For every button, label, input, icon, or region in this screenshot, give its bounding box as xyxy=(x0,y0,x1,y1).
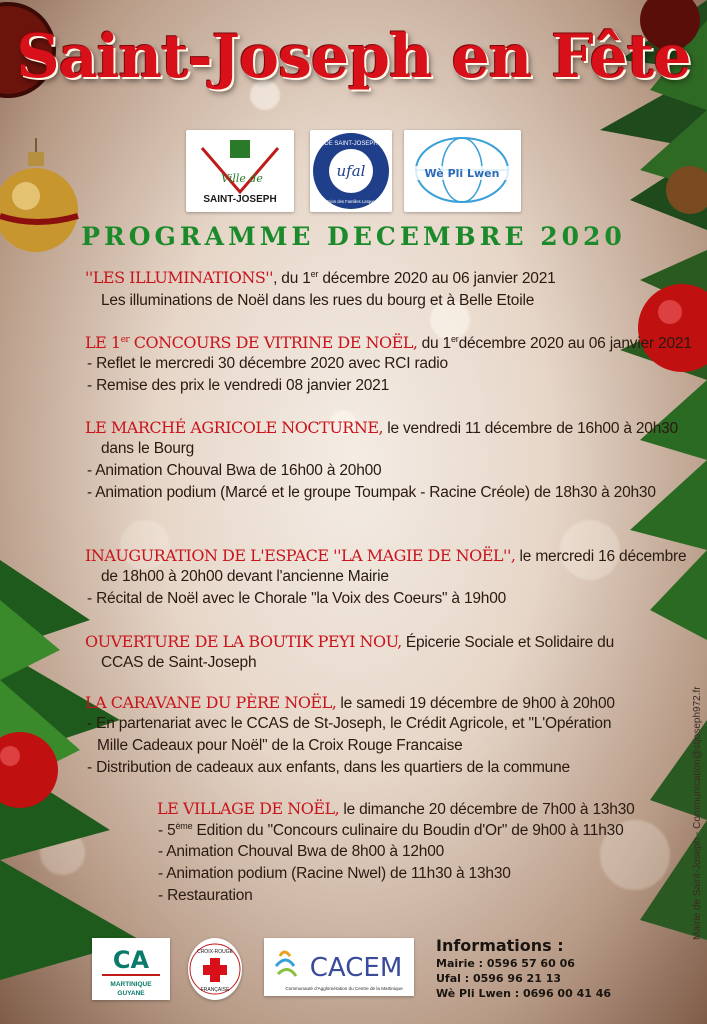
ca-line1: MARTINIQUE xyxy=(110,981,152,988)
croix-rouge-logo xyxy=(188,938,242,1000)
ufal-logo xyxy=(310,130,392,212)
event-item: Mille Cadeaux pour Noël" de la Croix Rouge Francaise xyxy=(97,737,463,754)
event-title: OUVERTURE DE LA BOUTIK PEYI NOU, xyxy=(85,632,402,651)
event-continuation: dans le Bourg xyxy=(101,440,195,457)
event-item: - Animation Chouval Bwa de 8h00 à 12h00 xyxy=(158,843,445,860)
event-date: le samedi 19 décembre de 9h00 à 20h00 xyxy=(336,695,615,712)
croix-line2: FRANÇAISE xyxy=(200,987,230,993)
gold-bauble xyxy=(0,138,82,278)
event-title: LA CARAVANE DU PÈRE NOËL, xyxy=(85,693,337,712)
partner-logos-top xyxy=(186,130,521,212)
event-date: , du 1 xyxy=(273,270,311,287)
event-continuation: de 18h00 à 20h00 devant l'ancienne Mairie xyxy=(101,568,389,585)
page-title: Saint-Joseph en Fête xyxy=(16,22,691,92)
info-row-mairie: Mairie : 0596 57 60 06 xyxy=(436,957,575,970)
croix-line1: CROIX-ROUGE xyxy=(197,949,233,955)
event-desc: Épicerie Sociale et Solidaire du xyxy=(401,634,614,651)
we-pli-lwen-name: Wè Pli Lwen xyxy=(424,167,500,180)
event-item-prefix: - 5 xyxy=(158,822,176,840)
ca-line2: GUYANE xyxy=(117,990,145,997)
ordinal-suffix: er xyxy=(120,334,130,345)
event-date: le dimanche 20 décembre de 7h00 à 13h30 xyxy=(339,801,635,818)
event-date: le vendredi 11 décembre de 16h00 à 20h30 xyxy=(383,420,678,437)
program-subtitle: PROGRAMME DECEMBRE 2020 xyxy=(81,222,626,251)
ordinal-suffix: er xyxy=(310,268,319,279)
event-item: - En partenariat avec le CCAS de St-Joseph, le Crédit Agricole, et "L'Opération xyxy=(87,715,612,732)
we-pli-lwen-logo xyxy=(404,130,521,212)
event-desc: Les illuminations de Noël dans les rues du bourg et à Belle Etoile xyxy=(101,292,535,309)
side-credit-text: Mairie de Saint-Joseph - Communication@stjoseph972.fr xyxy=(692,686,703,940)
ville-logo-line2: SAINT-JOSEPH xyxy=(203,194,277,205)
event-title-rest: CONCOURS DE VITRINE DE NOËL, xyxy=(129,333,418,352)
event-title: LE VILLAGE DE NOËL, xyxy=(157,799,340,818)
event-marche-title-line xyxy=(85,418,678,438)
ordinal-suffix: er xyxy=(450,333,459,344)
ville-emblem-icon xyxy=(186,130,294,212)
event-village-title-line xyxy=(157,799,635,819)
event-item: - Reflet le mercredi 30 décembre 2020 avec RCI radio xyxy=(87,355,448,372)
event-date: le mercredi 16 décembre xyxy=(515,548,687,565)
event-title: LE MARCHÉ AGRICOLE NOCTURNE, xyxy=(85,418,384,437)
info-row-ufal: Ufal : 0596 96 21 13 xyxy=(436,972,561,985)
info-row-we-pli-lwen: Wè Pli Lwen : 0696 00 41 46 xyxy=(436,987,612,1000)
event-date: du 1 xyxy=(417,335,451,352)
cacem-sub: Communauté d'Agglomération du Centre de la Martinique xyxy=(285,986,403,991)
credit-agricole-logo xyxy=(92,938,170,1000)
event-date-rest: décembre 2020 au 06 janvier 2021 xyxy=(318,270,556,287)
event-title: INAUGURATION DE L'ESPACE ''LA MAGIE DE NOËL'', xyxy=(85,546,516,565)
event-vitrine-title-line xyxy=(85,333,692,353)
ville-logo xyxy=(186,130,294,212)
event-boutik-title-line xyxy=(85,632,614,652)
ufal-arc-text: DE SAINT-JOSEPH xyxy=(324,141,378,147)
event-item: - Récital de Noël avec le Chorale "la Voix des Coeurs" à 19h00 xyxy=(87,590,507,607)
event-item-rest: Edition du "Concours culinaire du Boudin d'Or" de 9h00 à 11h30 xyxy=(192,822,624,840)
event-magie-title-line xyxy=(85,546,686,566)
event-item: - Remise des prix le vendredi 08 janvier 2021 xyxy=(87,377,390,394)
event-title: LE 1 xyxy=(85,333,121,352)
event-item xyxy=(158,821,624,840)
ca-mark: CA xyxy=(112,946,150,974)
event-item: - Animation Chouval Bwa de 16h00 à 20h00 xyxy=(87,462,382,479)
informations-heading: Informations : xyxy=(436,936,564,955)
event-item: - Restauration xyxy=(158,887,253,904)
ufal-name: ufal xyxy=(336,162,366,180)
event-item: - Animation podium (Racine Nwel) de 11h30 à 13h30 xyxy=(158,865,511,882)
cacem-name: CACEM xyxy=(309,953,403,983)
event-item: - Distribution de cadeaux aux enfants, dans les quartiers de la commune xyxy=(87,759,570,776)
ordinal-suffix: ème xyxy=(175,821,193,831)
informations-block xyxy=(436,936,611,1000)
event-item: - Animation podium (Marcé et le groupe Toumpak - Racine Créole) de 18h30 à 20h30 xyxy=(87,484,656,501)
ufal-sub: Union des Familles Laïques xyxy=(325,199,377,204)
event-caravane-title-line xyxy=(85,693,615,713)
ville-logo-line1: Ville de xyxy=(221,172,263,185)
event-illuminations-title-line xyxy=(85,268,556,288)
event-continuation: CCAS de Saint-Joseph xyxy=(101,654,257,671)
cacem-logo xyxy=(264,938,414,996)
event-title: ''LES ILLUMINATIONS'' xyxy=(85,268,274,287)
event-date-rest: décembre 2020 au 06 janvier 2021 xyxy=(458,335,692,352)
